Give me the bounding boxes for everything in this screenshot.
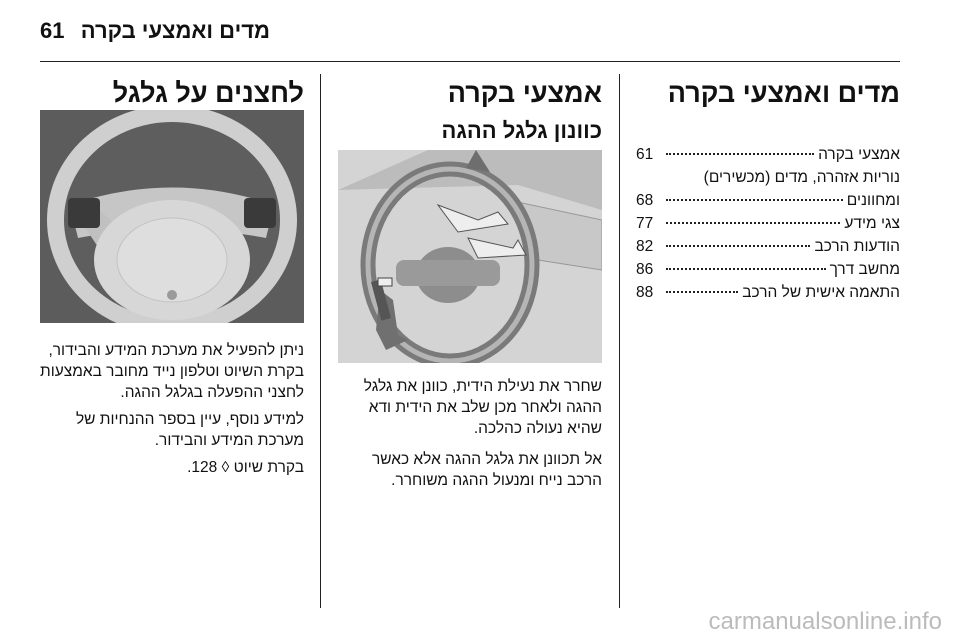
watermark: carmanualsonline.info xyxy=(708,608,942,635)
toc-item[interactable]: ומחוונים 68 xyxy=(636,192,900,209)
paragraph: שחרר את נעילת הידית, כוונן את גלגל ההגה ולאחר מכן שלב את הידית ודא שהיא נעולה כהלכה. xyxy=(363,378,602,437)
chapter-heading: מדים ואמצעי בקרה xyxy=(667,78,900,108)
paragraph: ניתן להפעיל את מערכת המידע והבידור, בקרת השיוט וטלפון נייד מחובר באמצעות לחצני ההפעלה בגלגל ההגה. xyxy=(40,342,304,401)
steering-wheel-figure xyxy=(40,110,304,323)
section-heading: אמצעי בקרה xyxy=(447,78,602,108)
cross-reference[interactable]: בקרת שיוט ◊ 128. xyxy=(187,459,304,476)
paragraph: למידע נוסף, עיין בספר ההנחיות של מערכת המידע והבידור. xyxy=(75,411,304,449)
toc-item[interactable]: הודעות הרכב 82 xyxy=(636,238,900,255)
toc-list xyxy=(636,146,900,307)
left-text xyxy=(40,340,304,478)
header-rule xyxy=(40,61,900,62)
section-heading: לחצנים על גלגל xyxy=(112,78,304,108)
middle-column xyxy=(338,76,602,144)
column-divider-left xyxy=(320,74,321,608)
paragraph: אל תכוונן את גלגל ההגה אלא כאשר הרכב נייח ומנעול ההגה משוחרר. xyxy=(371,451,602,489)
steering-adjust-figure xyxy=(338,150,602,363)
steering-wheel-illustration xyxy=(40,110,304,323)
toc-item[interactable]: צגי מידע 77 xyxy=(636,215,900,232)
toc-item[interactable]: מחשב דרך 86 xyxy=(636,261,900,278)
toc-item[interactable]: אמצעי בקרה 61 xyxy=(636,146,900,163)
steering-adjust-illustration xyxy=(338,150,602,363)
column-divider-right xyxy=(619,74,620,608)
subsection-heading: כוונון גלגל ההגה xyxy=(441,118,602,143)
page-number: 61 xyxy=(40,18,65,43)
middle-text xyxy=(338,376,602,491)
page-header-title: מדים ואמצעי בקרה xyxy=(80,18,270,43)
toc-item[interactable]: נוריות אזהרה, מדים (מכשירים) xyxy=(703,169,900,186)
toc-item[interactable]: התאמה אישית של הרכב 88 xyxy=(636,284,900,301)
toc-column xyxy=(636,76,900,307)
